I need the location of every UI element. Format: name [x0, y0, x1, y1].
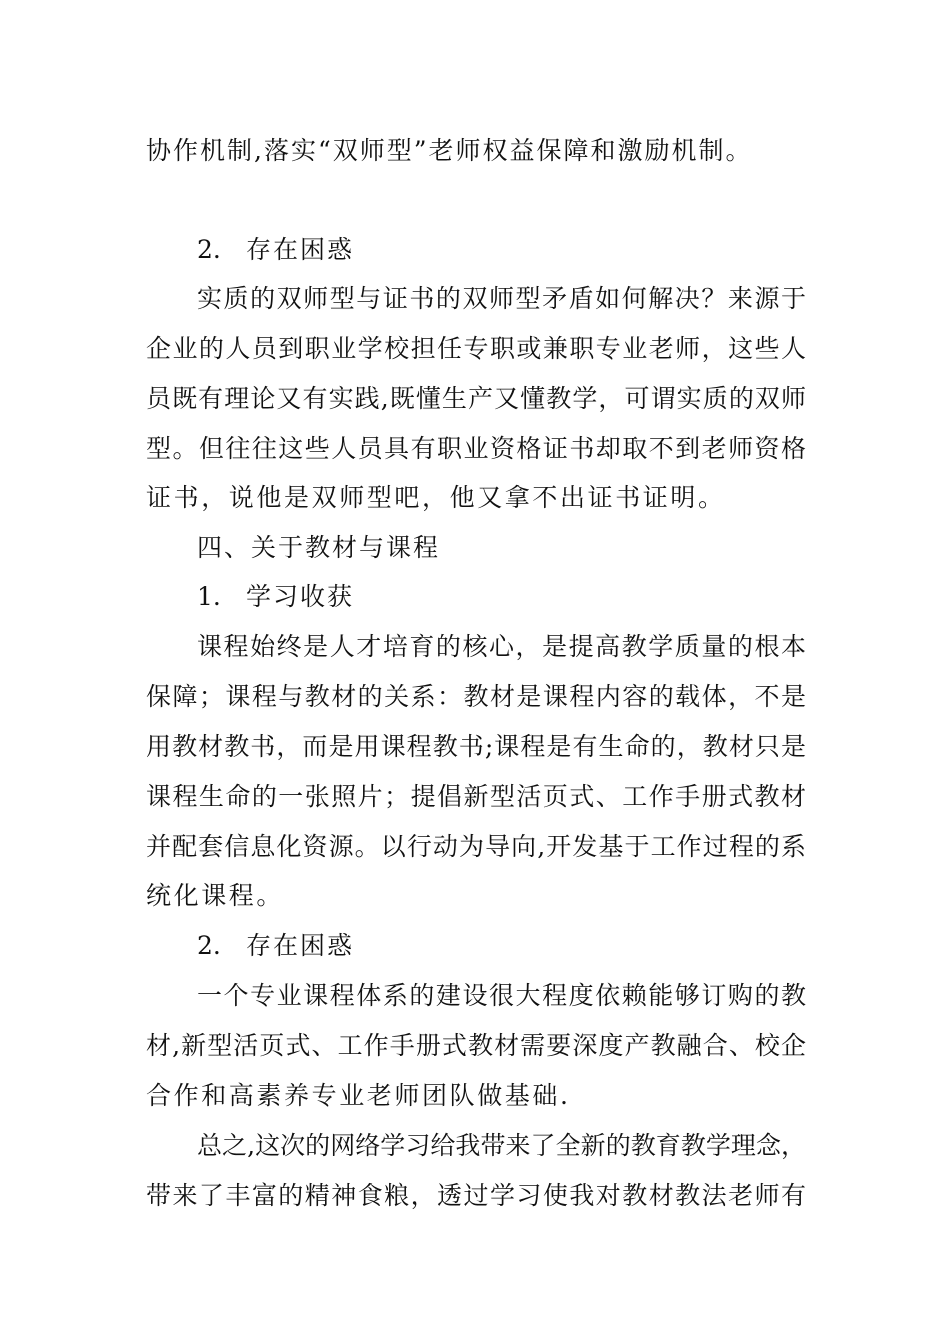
- paragraph-line: 一个专业课程体系的建设很大程度依赖能够订购的教: [197, 981, 806, 1010]
- paragraph-line: 协作机制,落实“双师型”老师权益保障和激励机制。: [146, 136, 753, 165]
- list-number: 2.: [197, 235, 221, 264]
- list-number: 2.: [197, 931, 221, 960]
- paragraph-line: 员既有理论又有实践,既懂生产又懂教学，可谓实质的双师: [146, 384, 806, 413]
- paragraph-line: 带来了丰富的精神食粮，透过学习使我对教材教法老师有: [146, 1181, 806, 1210]
- paragraph-line: 用教材教书，而是用课程教书;课程是有生命的，教材只是: [146, 732, 806, 761]
- paragraph-line: 实质的双师型与证书的双师型矛盾如何解决？来源于: [197, 284, 806, 313]
- paragraph-line: 课程始终是人才培育的核心，是提高教学质量的根本: [197, 632, 806, 661]
- list-heading: 存在困惑: [246, 235, 355, 264]
- paragraph-line: 企业的人员到职业学校担任专职或兼职专业老师，这些人: [146, 334, 806, 363]
- list-heading: 学习收获: [246, 582, 355, 611]
- list-heading: 存在困惑: [246, 931, 355, 960]
- paragraph-line: 保障；课程与教材的关系：教材是课程内容的载体，不是: [146, 682, 806, 711]
- paragraph-line: 总之,这次的网络学习给我带来了全新的教育教学理念，: [197, 1131, 806, 1160]
- paragraph-line: 课程生命的一张照片；提倡新型活页式、工作手册式教材: [146, 782, 806, 811]
- paragraph-line: 型。但往往这些人员具有职业资格证书却取不到老师资格: [146, 434, 806, 463]
- paragraph-line: 统化课程。: [146, 881, 285, 910]
- paragraph-line: 材,新型活页式、工作手册式教材需要深度产教融合、校企: [146, 1031, 806, 1060]
- paragraph-line: 证书，说他是双师型吧，他又拿不出证书证明。: [146, 483, 726, 512]
- paragraph-line: 并配套信息化资源。以行动为导向,开发基于工作过程的系: [146, 832, 806, 861]
- section-heading: 四、关于教材与课程: [197, 533, 441, 562]
- paragraph-line: 合作和高素养专业老师团队做基础.: [146, 1081, 571, 1110]
- list-number: 1.: [197, 582, 221, 611]
